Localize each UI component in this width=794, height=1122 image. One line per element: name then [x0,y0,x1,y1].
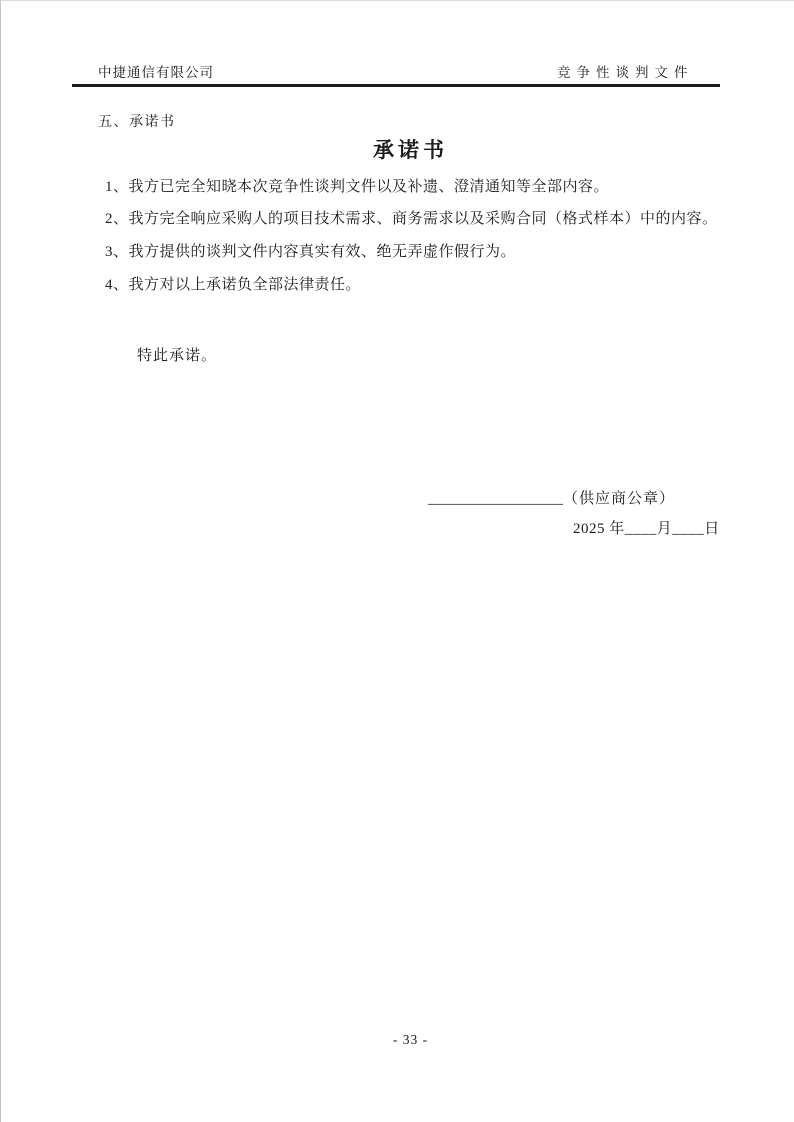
section-heading: 五、承诺书 [98,115,176,130]
page-number: - 33 - [392,1032,429,1047]
commitment-item-3: 3、我方提供的谈判文件内容真实有效、绝无弄虚作假行为。 [105,244,517,260]
header-document-type: 竞争性谈判文件 [557,65,694,80]
header-double-rule [72,84,720,87]
commitment-item-4: 4、我方对以上承诺负全部法律责任。 [105,277,362,293]
signature-blank-line: __________________ [428,491,563,507]
date-line: 2025 年____月____日 [573,521,720,537]
page-title: 承诺书 [373,138,448,162]
commitment-item-1: 1、我方已完全知晓本次竞争性谈判文件以及补遗、澄清通知等全部内容。 [105,179,610,195]
closing-statement: 特此承诺。 [137,348,218,364]
header-company-name: 中捷通信有限公司 [98,65,214,80]
supplier-stamp-label: （供应商公章） [563,491,676,507]
signature-row [428,487,675,508]
commitment-item-2: 2、我方完全响应采购人的项目技术需求、商务需求以及采购合同（格式样本）中的内容。 [105,211,718,227]
